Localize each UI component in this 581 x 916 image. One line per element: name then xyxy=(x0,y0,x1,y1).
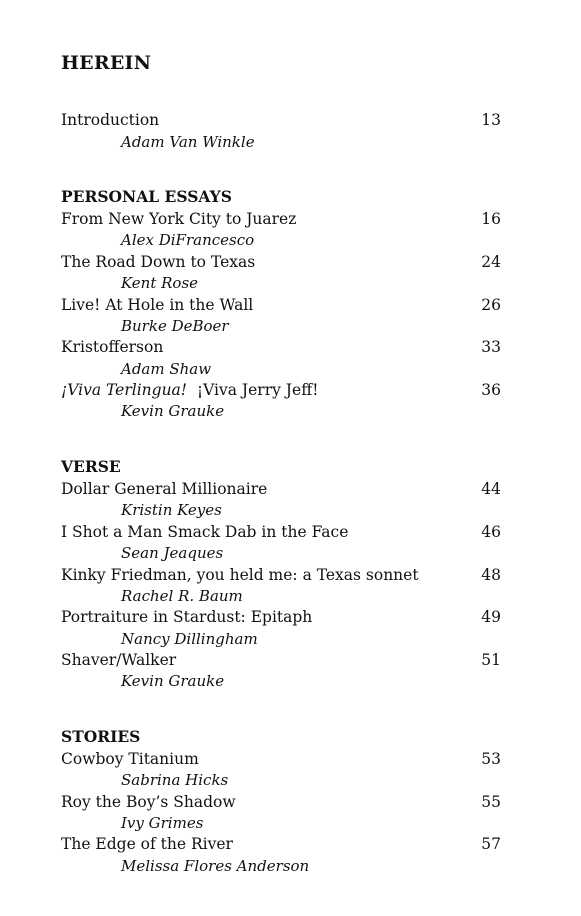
toc-entry-page: 24 xyxy=(481,253,501,271)
toc-entry-page: 49 xyxy=(481,608,501,626)
toc-entry-page: 26 xyxy=(481,296,501,314)
toc-entry-title: Dollar General Millionaire xyxy=(61,480,268,498)
toc-entry-title: Cowboy Titanium xyxy=(61,750,199,768)
toc-entry-title: I Shot a Man Smack Dab in the Face xyxy=(61,523,349,541)
page-heading: HEREIN xyxy=(61,52,152,74)
toc-entry-title: Live! At Hole in the Wall xyxy=(61,296,254,314)
toc-entry-title: Portraiture in Stardust: Epitaph xyxy=(61,608,313,626)
toc-entry-author: Rachel R. Baum xyxy=(121,587,243,605)
toc-entry-title: From New York City to Juarez xyxy=(61,210,297,228)
toc-entry-author: Alex DiFrancesco xyxy=(121,231,255,249)
toc-entry-author: Kristin Keyes xyxy=(121,501,222,519)
toc-entry-page: 16 xyxy=(481,210,501,228)
toc-entry-page: 33 xyxy=(481,338,501,356)
toc-entry-author: Kevin Grauke xyxy=(121,402,225,420)
toc-entry-title: Kristofferson xyxy=(61,338,164,356)
toc-entry-page: 13 xyxy=(481,111,501,129)
toc-entry-author: Burke DeBoer xyxy=(121,317,229,335)
toc-entry-title: Kinky Friedman, you held me: a Texas sonnet xyxy=(61,566,419,584)
toc-entry-page: 48 xyxy=(481,566,501,584)
toc-entry-title-italic: ¡Viva Terlingua! xyxy=(61,381,188,399)
toc-entry-author: Sean Jeaques xyxy=(121,544,224,562)
toc-entry-title: The Road Down to Texas xyxy=(61,253,256,271)
toc-entry-author: Adam Shaw xyxy=(121,360,212,378)
toc-entry-page: 57 xyxy=(481,835,501,853)
toc-entry-title-rest: ¡Viva Jerry Jeff! xyxy=(196,381,319,399)
section-title-personal-essays: PERSONAL ESSAYS xyxy=(61,187,232,206)
toc-entry-page: 55 xyxy=(481,793,501,811)
section-title-stories: STORIES xyxy=(61,727,141,746)
toc-entry-author: Ivy Grimes xyxy=(121,814,204,832)
toc-entry-author: Adam Van Winkle xyxy=(121,133,255,151)
toc-entry-page: 53 xyxy=(481,750,501,768)
toc-entry-title: The Edge of the River xyxy=(61,835,233,853)
toc-entry-page: 51 xyxy=(481,651,501,669)
toc-entry-title: Roy the Boy’s Shadow xyxy=(61,793,236,811)
toc-entry-author: Kevin Grauke xyxy=(121,672,225,690)
toc-entry-author: Melissa Flores Anderson xyxy=(121,857,310,875)
toc-entry-author: Kent Rose xyxy=(121,274,199,292)
toc-entry-title: Introduction xyxy=(61,111,160,129)
toc-entry-title xyxy=(61,381,318,399)
toc-entry-author: Sabrina Hicks xyxy=(121,771,229,789)
toc-entry-page: 44 xyxy=(481,480,501,498)
toc-entry-title: Shaver/Walker xyxy=(61,651,177,669)
section-title-verse: VERSE xyxy=(61,457,121,476)
toc-entry-author: Nancy Dillingham xyxy=(121,630,258,648)
toc-entry-page: 46 xyxy=(481,523,501,541)
toc-entry-page: 36 xyxy=(481,381,501,399)
